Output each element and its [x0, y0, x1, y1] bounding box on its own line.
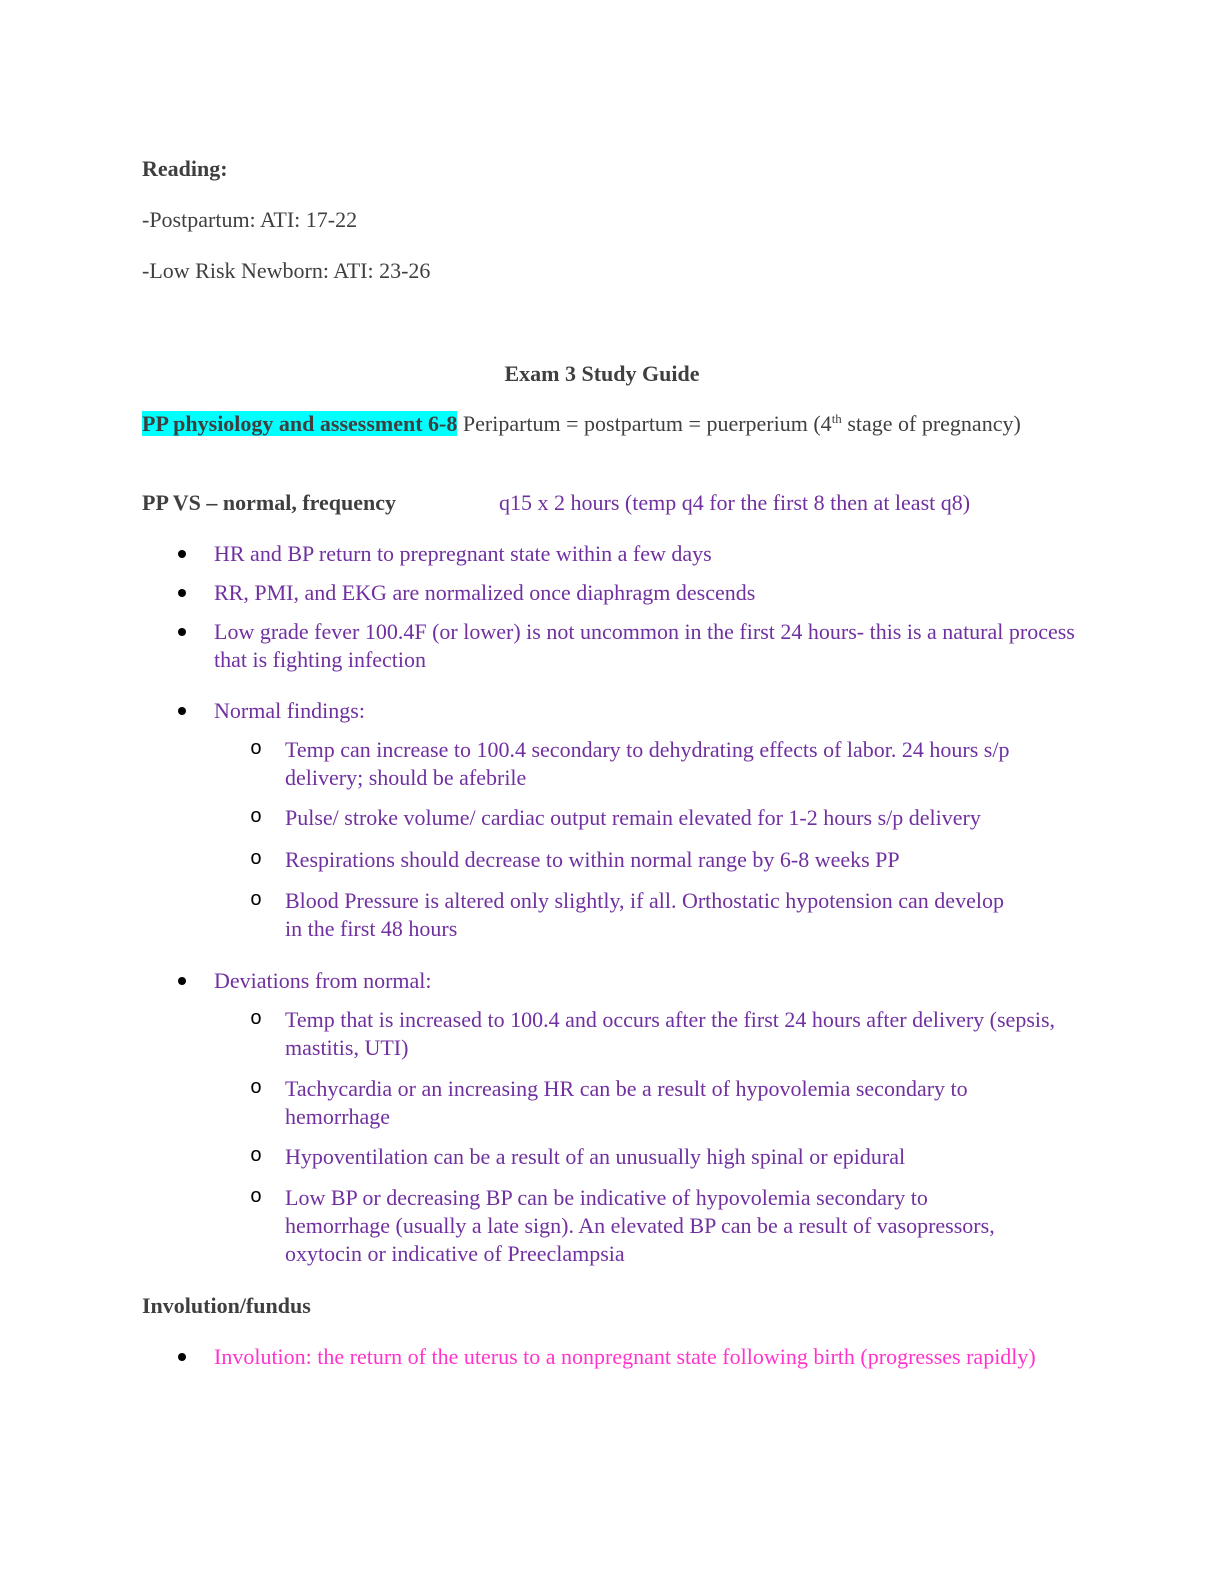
normal-findings-sublist [285, 736, 1075, 792]
reading-heading: Reading: [142, 156, 228, 181]
pp-vs-bullet-list [214, 618, 1094, 674]
list-item: Low grade fever 100.4F (or lower) is not uncommon in the first 24 hours- this is a natural process that is fighting infection [214, 618, 1094, 674]
list-item: o Pulse/ stroke volume/ cardiac output remain elevated for 1-2 hours s/p delivery [285, 804, 1075, 832]
deviations-sublist [285, 1143, 1075, 1171]
reading-item: -Postpartum: ATI: 17-22 [142, 207, 358, 232]
deviations-sublist [285, 1006, 1075, 1062]
list-item: Involution: the return of the uterus to a nonpregnant state following birth (progresses rapidly) [214, 1343, 1064, 1371]
normal-findings-sublist [285, 887, 1025, 943]
pp-physiology-paragraph [142, 410, 1042, 438]
list-item: o Low BP or decreasing BP can be indicative of hypovolemia secondary to hemorrhage (usually a late sign). An elevated BP can be a result of vasopressors, oxytocin or indicative of Preeclampsia [285, 1184, 1015, 1268]
pp-physiology-text-end: stage of pregnancy) [841, 411, 1021, 436]
list-item: o Blood Pressure is altered only slightly, if all. Orthostatic hypotension can develop in the first 48 hours [285, 887, 1025, 943]
deviations-list [214, 967, 1094, 995]
list-item: o Hypoventilation can be a result of an unusually high spinal or epidural [285, 1143, 1075, 1171]
normal-findings-sublist [285, 804, 1075, 832]
list-item: RR, PMI, and EKG are normalized once diaphragm descends [214, 579, 1094, 607]
list-item: HR and BP return to prepregnant state within a few days [214, 540, 1094, 568]
normal-findings-sublist [285, 846, 1075, 874]
list-item: o Tachycardia or an increasing HR can be a result of hypovolemia secondary to hemorrhage [285, 1075, 1060, 1131]
deviations-label: Deviations from normal: [214, 967, 1094, 995]
reading-item: -Low Risk Newborn: ATI: 23-26 [142, 258, 431, 283]
pp-vs-frequency-note: q15 x 2 hours (temp q4 for the first 8 then at least q8) [499, 490, 971, 515]
deviations-sublist [285, 1075, 1060, 1131]
pp-physiology-superscript: th [831, 411, 842, 426]
list-item: o Respirations should decrease to within normal range by 6-8 weeks PP [285, 846, 1075, 874]
pp-vs-bullet-list [214, 540, 1094, 568]
pp-physiology-heading: PP physiology and assessment 6-8 [142, 411, 458, 436]
normal-findings-list [214, 697, 1094, 725]
deviations-sublist [285, 1184, 1015, 1268]
pp-vs-bullet-list [214, 579, 1094, 607]
document-title: Exam 3 Study Guide [504, 361, 700, 386]
normal-findings-label: Normal findings: [214, 697, 1094, 725]
pp-physiology-text: Peripartum = postpartum = puerperium (4 [457, 411, 832, 436]
involution-bullet-list [214, 1343, 1064, 1371]
pp-vs-heading: PP VS – normal, frequency [142, 490, 397, 515]
list-item: o Temp can increase to 100.4 secondary to dehydrating effects of labor. 24 hours s/p delivery; should be afebrile [285, 736, 1075, 792]
list-item: o Temp that is increased to 100.4 and occurs after the first 24 hours after delivery (sepsis, mastitis, UTI) [285, 1006, 1075, 1062]
involution-heading: Involution/fundus [142, 1293, 311, 1318]
